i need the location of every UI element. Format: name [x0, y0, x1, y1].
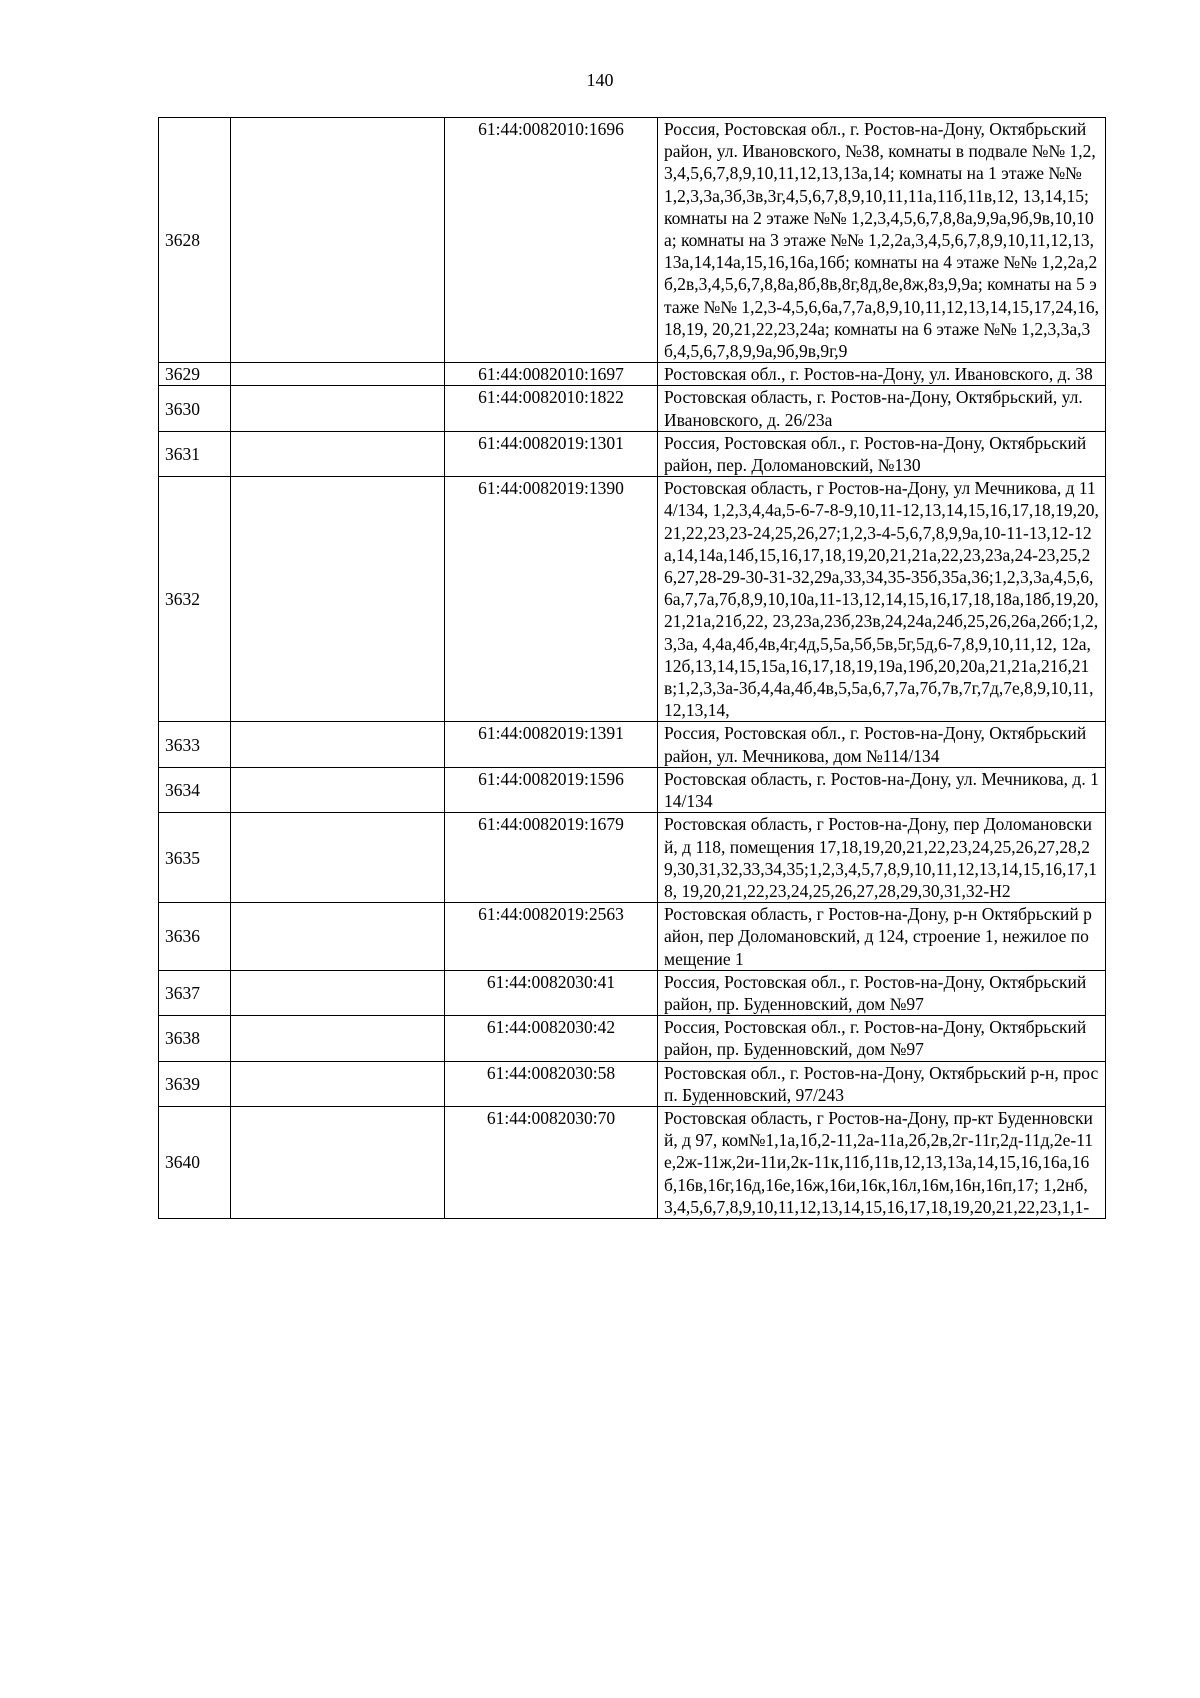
row-number-cell: 3639 [159, 1061, 231, 1106]
table-row [159, 1106, 1106, 1218]
address-cell: Ростовская область, г Ростов-на-Дону, пер Доломановский, д 118, помещения 17,18,19,20,21,22,23,24,25,26,27,28,29,30,31,32,33,34,35;1,2,3,4,5,7,8,9,10,11,12,13,14,15,16,17,18, 19,20,21,22,23,24,25,26,27,28,29,30,31,32-Н2 [658, 813, 1106, 903]
row-number-cell: 3632 [159, 477, 231, 722]
address-cell: Ростовская область, г. Ростов-на-Дону, ул. Мечникова, д. 114/134 [658, 767, 1106, 812]
row-number-cell: 3630 [159, 386, 231, 431]
row-number-cell: 3640 [159, 1106, 231, 1218]
cadastral-number-cell: 61:44:0082030:58 [445, 1061, 658, 1106]
table-row [159, 1061, 1106, 1106]
address-cell: Ростовская обл., г. Ростов-на-Дону, Октябрьский р-н, просп. Буденновский, 97/243 [658, 1061, 1106, 1106]
table-row [159, 970, 1106, 1015]
row-number-cell: 3635 [159, 813, 231, 903]
address-cell: Ростовская область, г Ростов-на-Дону, пр-кт Буденновский, д 97, ком№1,1а,1б,2-11,2а-11а,2б,2в,2г-11г,2д-11д,2е-11е,2ж-11ж,2и-11и,2к-11к,11б,11в,12,13,13а,14,15,16,16а,16б,16в,16г,16д,16е,16ж,16и,16к,16л,16м,16н,16п,17; 1,2нб,3,4,5,6,7,8,9,10,11,12,13,14,15,16,17,18,19,20,21,22,23,1,1- [658, 1106, 1106, 1218]
cadastral-number-cell: 61:44:0082030:42 [445, 1016, 658, 1061]
table-row [159, 118, 1106, 363]
address-cell: Ростовская обл., г. Ростов-на-Дону, ул. Ивановского, д. 38 [658, 363, 1106, 386]
address-cell: Россия, Ростовская обл., г. Ростов-на-Дону, Октябрьский район, ул. Мечникова, дом №114/134 [658, 722, 1106, 767]
row-number-cell: 3628 [159, 118, 231, 363]
cadastral-number-cell: 61:44:0082010:1696 [445, 118, 658, 363]
row-number-cell: 3637 [159, 970, 231, 1015]
cadastral-number-cell: 61:44:0082030:41 [445, 970, 658, 1015]
address-cell: Россия, Ростовская обл., г. Ростов-на-Дону, Октябрьский район, пер. Доломановский, №130 [658, 431, 1106, 476]
property-registry-table [158, 117, 1106, 1219]
empty-cell [231, 722, 445, 767]
row-number-cell: 3638 [159, 1016, 231, 1061]
empty-cell [231, 1061, 445, 1106]
empty-cell [231, 767, 445, 812]
address-cell: Ростовская область, г Ростов-на-Дону, р-н Октябрьский район, пер Доломановский, д 124, строение 1, нежилое помещение 1 [658, 903, 1106, 971]
registry-body [159, 118, 1106, 1219]
empty-cell [231, 1016, 445, 1061]
table-row [159, 903, 1106, 971]
empty-cell [231, 813, 445, 903]
row-number-cell: 3631 [159, 431, 231, 476]
empty-cell [231, 970, 445, 1015]
table-row [159, 363, 1106, 386]
empty-cell [231, 903, 445, 971]
empty-cell [231, 431, 445, 476]
cadastral-number-cell: 61:44:0082019:1391 [445, 722, 658, 767]
cadastral-number-cell: 61:44:0082019:2563 [445, 903, 658, 971]
cadastral-number-cell: 61:44:0082019:1301 [445, 431, 658, 476]
page-number: 140 [586, 70, 614, 90]
empty-cell [231, 386, 445, 431]
row-number-cell: 3633 [159, 722, 231, 767]
cadastral-number-cell: 61:44:0082019:1596 [445, 767, 658, 812]
cadastral-number-cell: 61:44:0082019:1390 [445, 477, 658, 722]
empty-cell [231, 118, 445, 363]
address-cell: Ростовская область, г Ростов-на-Дону, ул Мечникова, д 114/134, 1,2,3,4,4а,5-6-7-8-9,10,11-12,13,14,15,16,17,18,19,20,21,22,23,23-24,25,26,27;1,2,3-4-5,6,7,8,9,9а,10-11-13,12-12а,14,14а,14б,15,16,17,18,19,20,21,21а,22,23,23а,24-23,25,26,27,28-29-30-31-32,29а,33,34,35-35б,35а,36;1,2,3,3а,4,5,6,6а,7,7а,7б,8,9,10,10а,11-13,12,14,15,16,17,18,18а,18б,19,20,21,21а,21б,22, 23,23а,23б,23в,24,24а,24б,25,26,26а,26б;1,2,3,3а, 4,4а,4б,4в,4г,4д,5,5а,5б,5в,5г,5д,6-7,8,9,10,11,12, 12а,12б,13,14,15,15а,16,17,18,19,19а,19б,20,20а,21,21а,21б,21в;1,2,3,3а-3б,4,4а,4б,4в,5,5а,6,7,7а,7б,7в,7г,7д,7е,8,9,10,11, 12,13,14, [658, 477, 1106, 722]
cadastral-number-cell: 61:44:0082010:1697 [445, 363, 658, 386]
table-row [159, 813, 1106, 903]
table-row [159, 767, 1106, 812]
address-cell: Россия, Ростовская обл., г. Ростов-на-Дону, Октябрьский район, ул. Ивановского, №38, комнаты в подвале №№ 1,2,3,4,5,6,7,8,9,10,11,12,13,13а,14; комнаты на 1 этаже №№ 1,2,3,3а,3б,3в,3г,4,5,6,7,8,9,10,11,11а,11б,11в,12, 13,14,15; комнаты на 2 этаже №№ 1,2,3,4,5,6,7,8,8а,9,9а,9б,9в,10,10а; комнаты на 3 этаже №№ 1,2,2а,3,4,5,6,7,8,9,10,11,12,13,13а,14,14а,15,16,16а,16б; комнаты на 4 этаже №№ 1,2,2а,2б,2в,3,4,5,6,7,8,8а,8б,8в,8г,8д,8е,8ж,8з,9,9а; комнаты на 5 этаже №№ 1,2,3-4,5,6,6а,7,7а,8,9,10,11,12,13,14,15,17,24,16,18,19, 20,21,22,23,24а; комнаты на 6 этаже №№ 1,2,3,3а,3б,4,5,6,7,8,9,9а,9б,9в,9г,9 [658, 118, 1106, 363]
row-number-cell: 3634 [159, 767, 231, 812]
row-number-cell: 3629 [159, 363, 231, 386]
empty-cell [231, 1106, 445, 1218]
cadastral-number-cell: 61:44:0082030:70 [445, 1106, 658, 1218]
table-row [159, 1016, 1106, 1061]
cadastral-number-cell: 61:44:0082010:1822 [445, 386, 658, 431]
address-cell: Россия, Ростовская обл., г. Ростов-на-Дону, Октябрьский район, пр. Буденновский, дом №97 [658, 1016, 1106, 1061]
empty-cell [231, 363, 445, 386]
table-row [159, 431, 1106, 476]
table-row [159, 386, 1106, 431]
address-cell: Ростовская область, г. Ростов-на-Дону, Октябрьский, ул. Ивановского, д. 26/23а [658, 386, 1106, 431]
table-row [159, 722, 1106, 767]
table-row [159, 477, 1106, 722]
address-cell: Россия, Ростовская обл., г. Ростов-на-Дону, Октябрьский район, пр. Буденновский, дом №97 [658, 970, 1106, 1015]
row-number-cell: 3636 [159, 903, 231, 971]
cadastral-number-cell: 61:44:0082019:1679 [445, 813, 658, 903]
empty-cell [231, 477, 445, 722]
